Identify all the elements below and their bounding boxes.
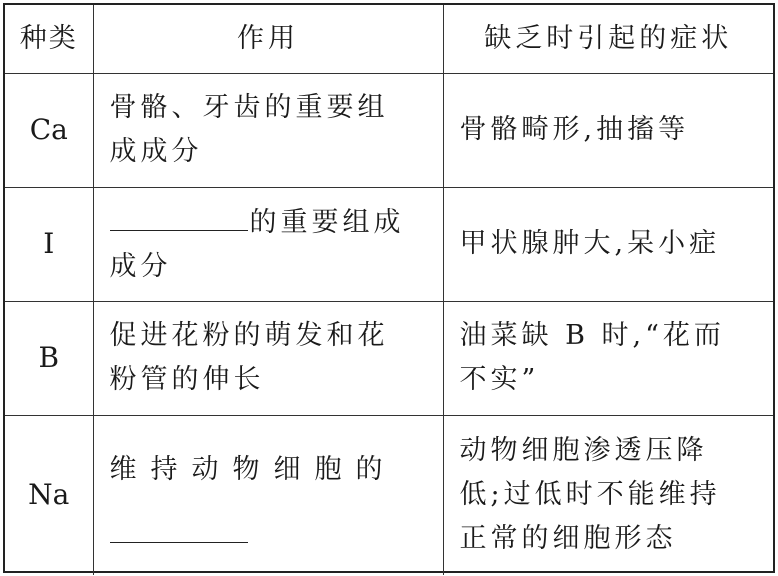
symptom-cell-i: [443, 187, 773, 301]
function-cell-na: [93, 415, 443, 575]
fill-in-blank[interactable]: [110, 200, 248, 231]
symptom-line: 骨骼畸形,抽搐等: [459, 114, 690, 145]
element-b: B: [5, 301, 93, 415]
symptom-line: 动物细胞渗透压降: [459, 435, 708, 467]
symptom-line: 不实”: [459, 364, 540, 395]
function-text: 的重要组成: [249, 206, 405, 238]
symptom-line: 正常的细胞形态: [459, 523, 677, 555]
element-na: Na: [5, 415, 93, 575]
symptom-line: 甲状腺肿大,呆小症: [459, 228, 721, 259]
table-row: [5, 415, 773, 575]
function-cell-i: [93, 187, 443, 301]
fill-in-blank[interactable]: [110, 508, 248, 543]
function-line: 成成分: [109, 136, 203, 167]
symptom-cell-b: [443, 301, 773, 415]
header-type: 种类: [5, 5, 93, 73]
header-function: 作用: [93, 5, 443, 73]
symptom-cell-na: [443, 415, 773, 575]
element-ca: Ca: [5, 73, 93, 187]
header-symptom: 缺乏时引起的症状: [443, 5, 773, 73]
function-line: [110, 200, 429, 245]
function-line: 成分: [109, 250, 172, 282]
symptom-line: 油菜缺 B 时,“花而: [459, 320, 725, 351]
function-line: 促进花粉的萌发和花: [109, 320, 389, 351]
elements-table: [3, 3, 775, 573]
symptom-line: 低;过低时不能维持: [459, 479, 721, 511]
function-cell-b: [93, 301, 443, 415]
symptom-cell-ca: [443, 73, 773, 187]
table-row: [5, 73, 773, 187]
function-cell-ca: [93, 73, 443, 187]
table-row: [5, 187, 773, 301]
table-grid: [5, 5, 773, 575]
function-line: 粉管的伸长: [109, 364, 265, 395]
table-row: [5, 301, 773, 415]
function-line: 维持动物细胞的: [109, 453, 397, 485]
function-line: 骨骼、牙齿的重要组: [109, 92, 389, 123]
element-i: I: [5, 187, 93, 301]
table-header-row: [5, 5, 773, 73]
